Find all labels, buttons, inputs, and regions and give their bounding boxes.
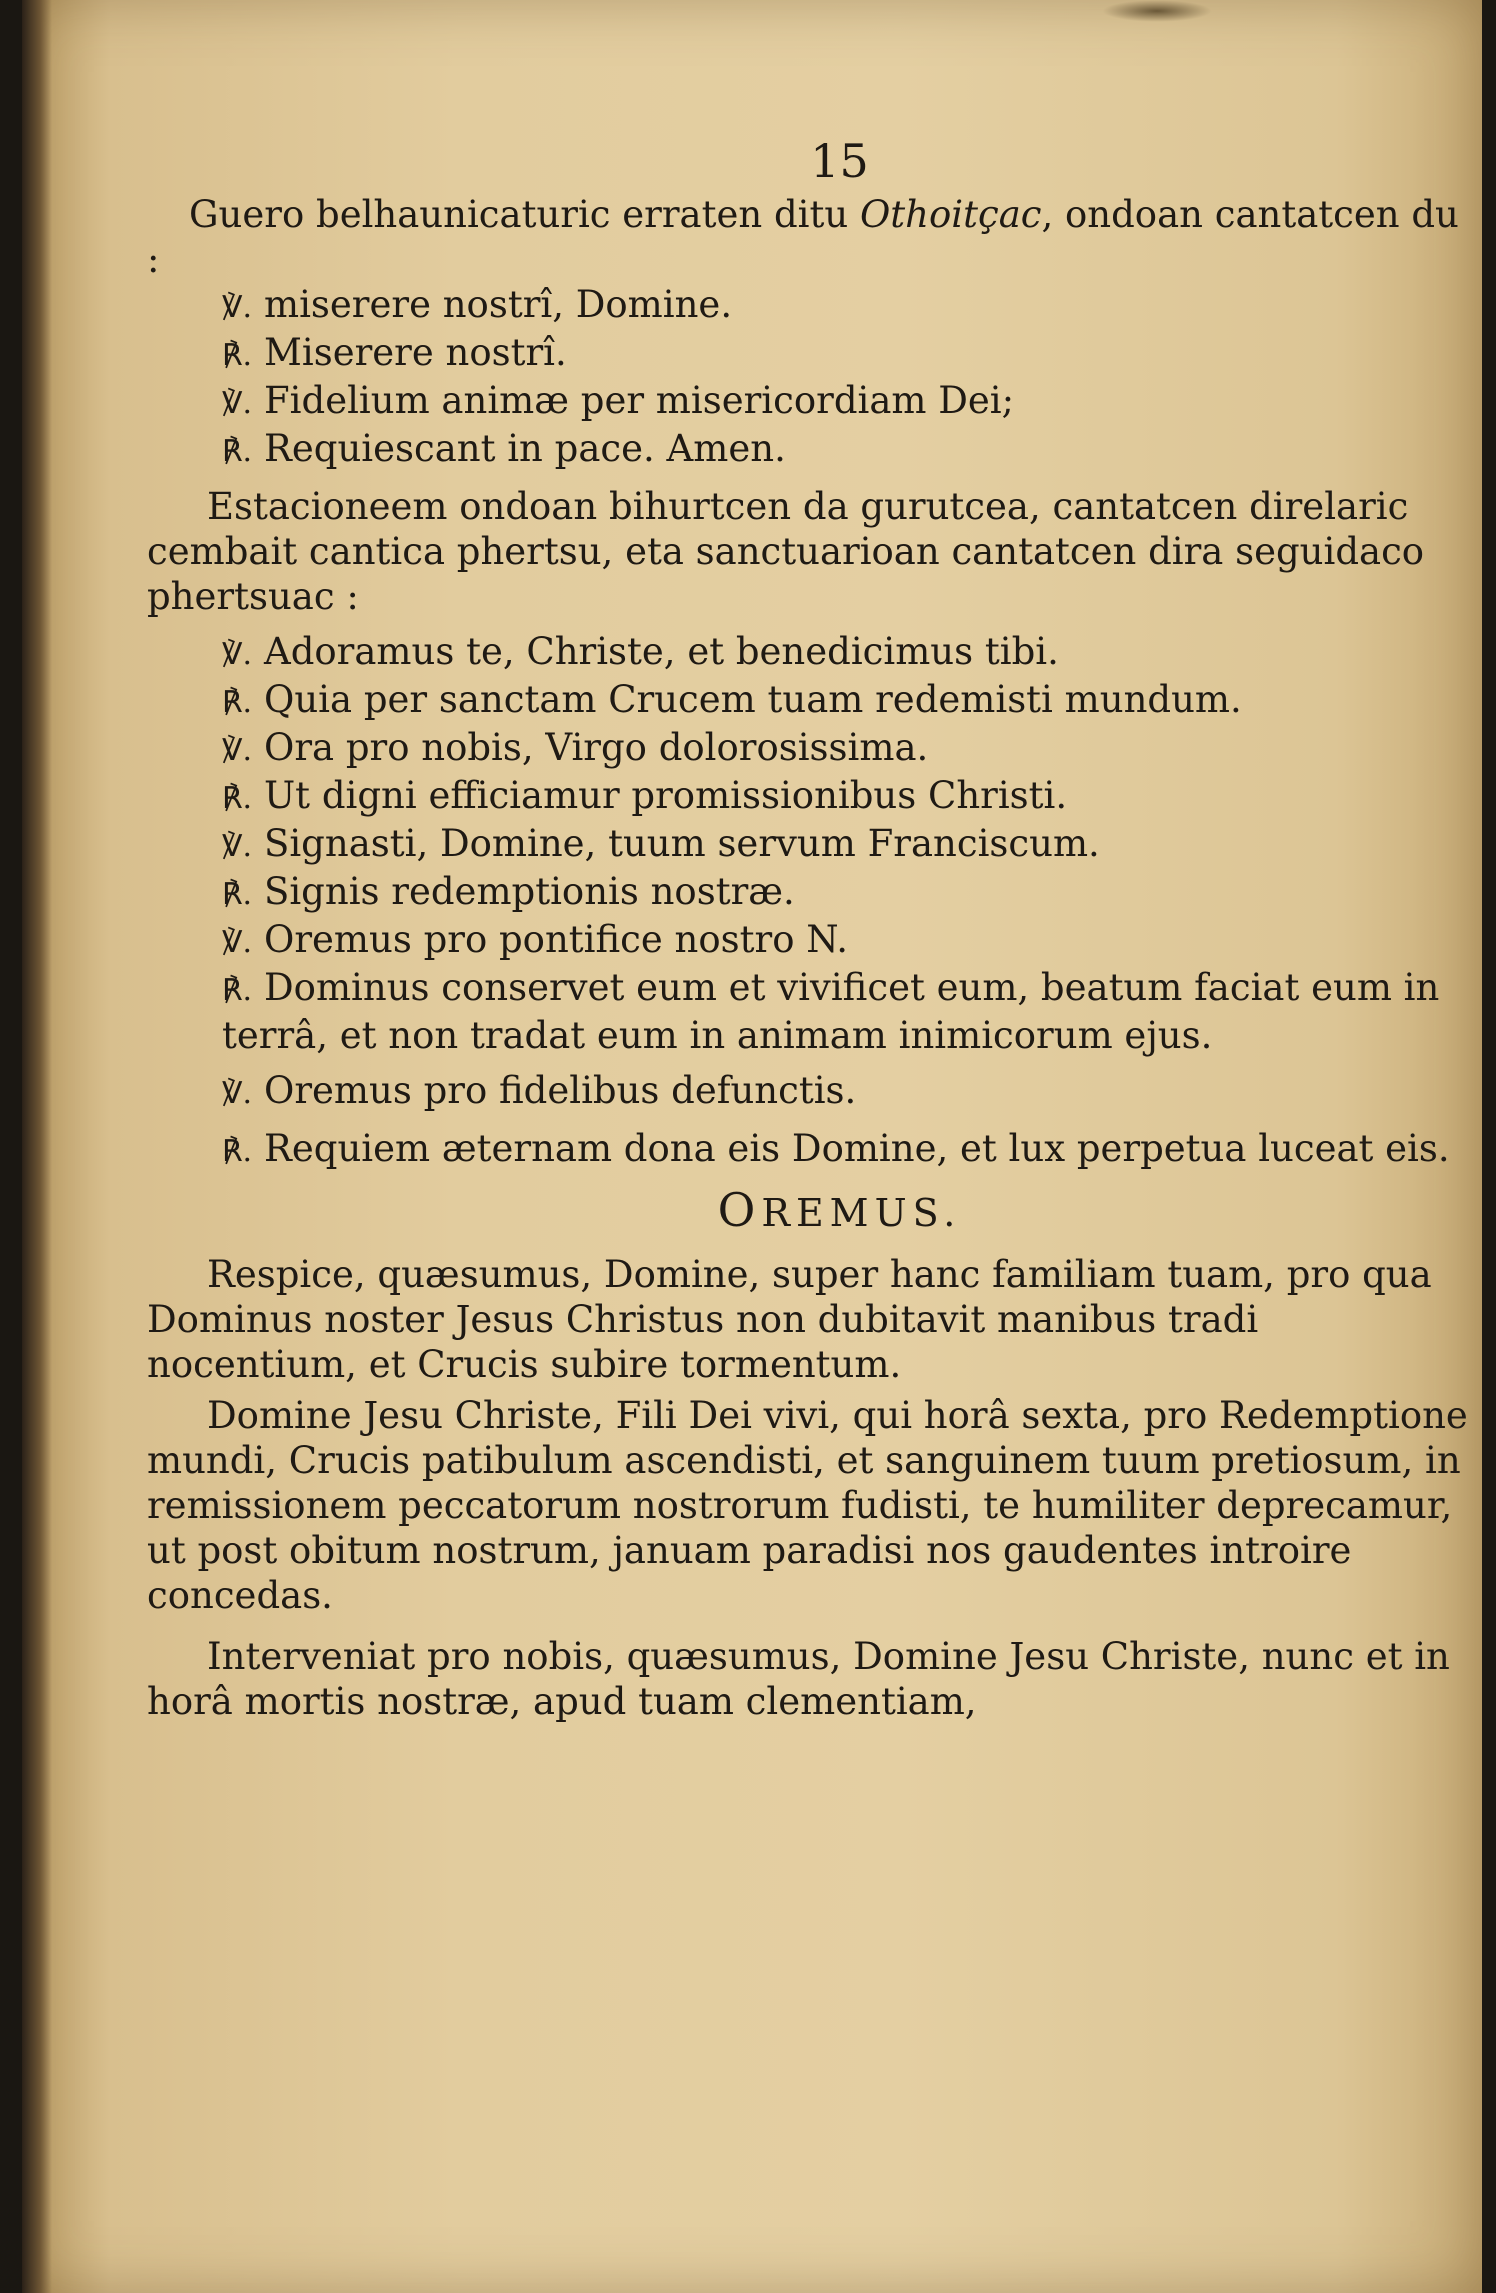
versicle-symbol: ℣.: [222, 290, 253, 325]
versicle-symbol: ℣.: [222, 925, 253, 960]
intro-text-2: , ondoan cantatcen du :: [147, 193, 1459, 281]
versicle-text: Ora pro nobis, Virgo dolorosissima.: [264, 726, 929, 769]
versicle-block-3: [147, 1068, 1472, 1174]
versicle-block-1: [147, 282, 1472, 474]
response-symbol: ℟.: [222, 1134, 253, 1169]
response-text: Signis redemptionis nostræ.: [264, 870, 795, 913]
book-page: [22, 0, 1482, 2293]
versicle-text: Oremus pro pontifice nostro N.: [264, 918, 848, 961]
prayer-paragraph: Interveniat pro nobis, quæsumus, Domine Jesu Christe, nunc et in horâ mortis nostræ, apud tuam clementiam,: [147, 1635, 1450, 1723]
versicle-block-2: [147, 629, 1472, 1058]
stations-paragraph: Estacioneem ondoan bihurtcen da gurutcea, cantatcen direlaric cembait cantica phertsu, eta sanctuarioan cantatcen dira seguidaco phertsuac :: [147, 485, 1425, 618]
versicle-symbol: ℣.: [222, 1076, 253, 1111]
response-line: [147, 677, 1472, 725]
versicle-text: Oremus pro fidelibus defunctis.: [264, 1069, 857, 1112]
versicle-text: Adoramus te, Christe, et benedicimus tibi.: [264, 630, 1059, 673]
response-text: Miserere nostrî.: [264, 331, 567, 374]
intro-italic: Othoitçac: [859, 193, 1042, 236]
response-symbol: ℟.: [222, 781, 253, 816]
response-line: [147, 1126, 1472, 1174]
heading-capital: O: [717, 1183, 762, 1237]
response-text: Requiem æternam dona eis Domine, et lux perpetua luceat eis.: [264, 1127, 1450, 1170]
versicle-symbol: ℣.: [222, 386, 253, 421]
versicle-symbol: ℣.: [222, 733, 253, 768]
response-line: [147, 330, 1472, 378]
versicle-text: Fidelium animæ per misericordiam Dei;: [264, 379, 1015, 422]
intro-text-1: Guero belhaunicaturic erraten ditu: [189, 193, 849, 236]
response-text: Requiescant in pace. Amen.: [264, 427, 786, 470]
versicle-text: miserere nostrî, Domine.: [264, 283, 733, 326]
paper-stain: [1102, 0, 1212, 22]
versicle-line: [147, 629, 1472, 677]
response-symbol: ℟.: [222, 685, 253, 720]
versicle-line: [147, 378, 1472, 426]
versicle-line: [147, 1068, 1472, 1116]
response-symbol: ℟.: [222, 338, 253, 373]
oremus-heading: [207, 1183, 1472, 1237]
response-text: Quia per sanctam Crucem tuam redemisti mundum.: [264, 678, 1242, 721]
response-line: [147, 869, 1472, 917]
binding-gutter: [22, 0, 52, 2293]
versicle-symbol: ℣.: [222, 829, 253, 864]
response-line: [147, 426, 1472, 474]
page-number: 15: [810, 134, 869, 188]
prayer-paragraph: Respice, quæsumus, Domine, super hanc familiam tuam, pro qua Dominus noster Jesus Christus non dubitavit manibus tradi nocentium, et Crucis subire tormentum.: [147, 1253, 1432, 1386]
prayer-paragraph: Domine Jesu Christe, Fili Dei vivi, qui horâ sexta, pro Redemptione mundi, Crucis patibulum ascendisti, et sanguinem tuum pretiosum, in remissionem peccatorum nostrorum fudisti, te humiliter deprecamur, ut post obitum nostrum, januam paradisi nos gaudentes introire concedas.: [147, 1394, 1468, 1617]
versicle-line: [147, 821, 1472, 869]
response-symbol: ℟.: [222, 973, 253, 1008]
versicle-line: [147, 917, 1472, 965]
versicle-symbol: ℣.: [222, 637, 253, 672]
response-text: Dominus conservet eum et vivificet eum, beatum faciat eum in terrâ, et non tradat eum in animam inimicorum ejus.: [222, 966, 1440, 1057]
response-symbol: ℟.: [222, 877, 253, 912]
response-line: [147, 965, 1472, 1058]
heading-rest: REMUS.: [761, 1191, 962, 1235]
response-symbol: ℟.: [222, 434, 253, 469]
response-line: [147, 773, 1472, 821]
versicle-line: [147, 282, 1472, 330]
versicle-line: [147, 725, 1472, 773]
page-text: [147, 130, 1472, 1730]
response-text: Ut digni efficiamur promissionibus Christi.: [264, 774, 1068, 817]
versicle-text: Signasti, Domine, tuum servum Franciscum.: [264, 822, 1100, 865]
intro-paragraph: [147, 192, 1472, 282]
